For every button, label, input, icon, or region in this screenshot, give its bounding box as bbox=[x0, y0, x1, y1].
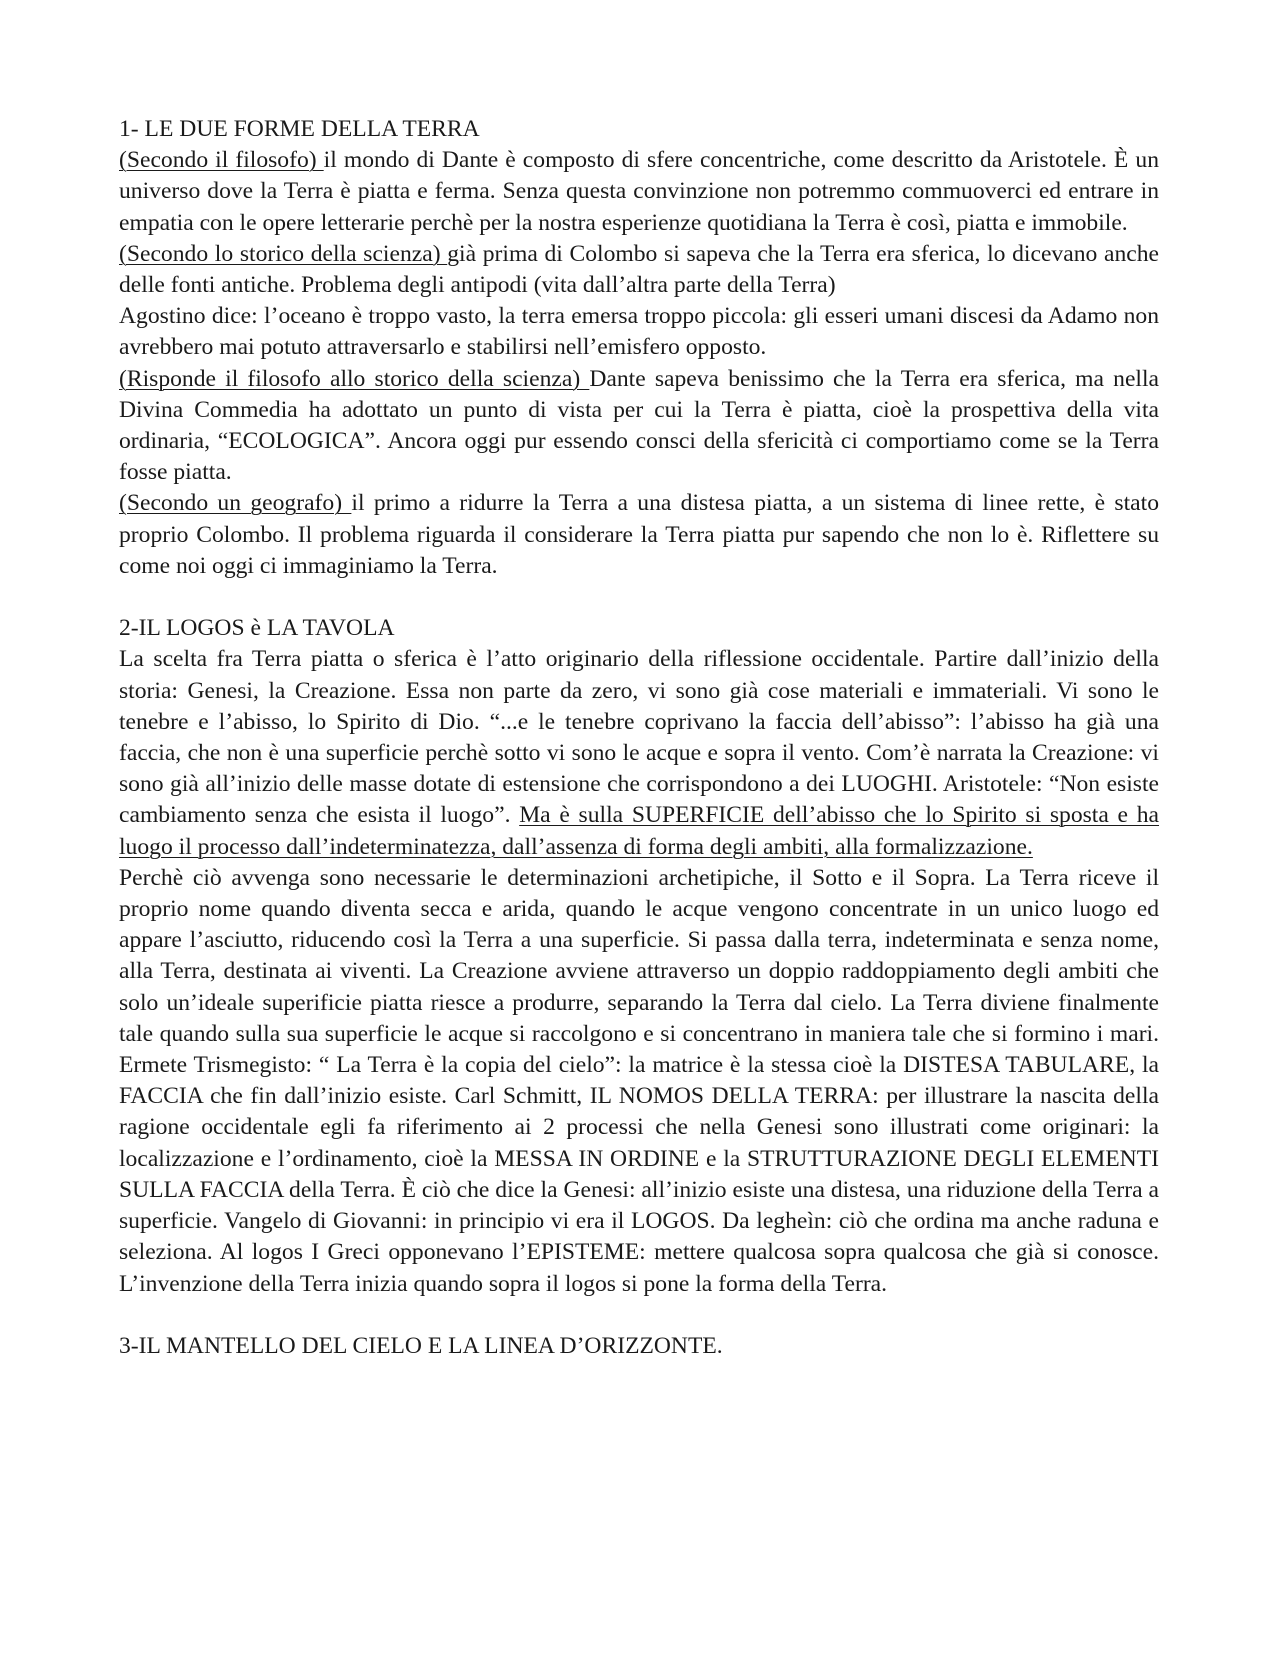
section-2-heading: 2-IL LOGOS è LA TAVOLA bbox=[119, 615, 395, 642]
paragraph-text: Dante sapeva benissimo che la Terra era sferica, ma nella Divina Commedia ha adottato un punto di vista per cui la Terra è piatta, cioè la prospettiva della vita ordinaria, “ECOLOGICA”. Ancora oggi pur essendo consci della sfericità ci comportiamo come se la Terra fosse piatta. bbox=[119, 365, 1159, 486]
speaker-label-philosopher: (Secondo il filosofo) bbox=[119, 147, 324, 174]
speaker-label-philosopher-reply: (Risponde il filosofo allo storico della scienza) bbox=[119, 365, 590, 392]
underlined-passage: Ma è sulla SUPERFICIE dell’abisso che lo Spirito si sposta e ha luogo il processo dall’indeterminatezza, dall’assenza di forma degli ambiti, alla formalizzazione. bbox=[119, 802, 1160, 860]
section-1 bbox=[119, 114, 1159, 582]
paragraph-text: La scelta fra Terra piatta o sferica è l’atto originario della riflessione occidentale. Partire dall’inizio della storia: Genesi, la Creazione. Essa non parte da zero, vi sono già cose materiali e immateriali. Vi sono le tenebre e l’abisso, lo Spirito di Dio. “...e le tenebre coprivano la faccia dell’abisso”: l’abisso ha già una faccia, che non è una superficie perchè sotto vi sono le acque e sopra il vento. Com’è narrata la Creazione: vi sono già all’inizio delle masse dotate di estensione che corrispondono a dei LUOGHI. Aristotele: “Non esiste cambiamento senza che esista il luogo”. bbox=[119, 646, 1159, 829]
paragraph-text: il primo a ridurre la Terra a una distesa piatta, a un sistema di linee rette, è stato proprio Colombo. Il problema riguarda il considerare la Terra piatta pur sapendo che non lo è. Riflettere su come noi oggi ci immaginiamo la Terra. bbox=[119, 490, 1159, 579]
section-2 bbox=[119, 613, 1159, 1299]
speaker-label-geographer: (Secondo un geografo) bbox=[119, 490, 352, 517]
document-page bbox=[119, 114, 1159, 1362]
speaker-label-historian: (Secondo lo storico della scienza) bbox=[119, 240, 448, 267]
section-1-paragraph-3 bbox=[119, 301, 1159, 363]
section-1-heading: 1- LE DUE FORME DELLA TERRA bbox=[119, 116, 480, 142]
section-1-paragraph-1 bbox=[119, 145, 1159, 239]
section-2-paragraph-1 bbox=[119, 644, 1159, 862]
section-1-paragraph-4 bbox=[119, 364, 1159, 489]
section-1-paragraph-2 bbox=[119, 239, 1159, 301]
paragraph-text: già prima di Colombo si sapeva che la Terra era sferica, lo dicevano anche delle fonti antiche. Problema degli antipodi (vita dall’altra parte della Terra) bbox=[119, 240, 1159, 299]
paragraph-text: il mondo di Dante è composto di sfere concentriche, come descritto da Aristotele. È un universo dove la Terra è piatta e ferma. Senza questa convinzione non potremmo commuoverci ed entrare in empatia con le opere letterarie perchè per la nostra esperienze quotidiana la Terra è così, piatta e immobile. bbox=[119, 147, 1159, 236]
section-2-paragraph-2 bbox=[119, 863, 1159, 1300]
section-3 bbox=[119, 1331, 1159, 1362]
section-1-paragraph-5 bbox=[119, 488, 1159, 582]
section-3-heading: 3-IL MANTELLO DEL CIELO E LA LINEA D’ORIZZONTE. bbox=[119, 1332, 723, 1359]
paragraph-text: Agostino dice: l’oceano è troppo vasto, la terra emersa troppo piccola: gli esseri umani discesi da Adamo non avrebbero mai potuto attraversarlo e stabilirsi nell’emisfero opposto. bbox=[119, 303, 1159, 361]
paragraph-text: Perchè ciò avvenga sono necessarie le determinazioni archetipiche, il Sotto e il Sopra. La Terra riceve il proprio nome quando diventa secca e arida, quando le acque vengono concentrate in un unico luogo ed appare l’asciutto, riducendo così la Terra a una superficie. Si passa dalla terra, indeterminata e senza nome, alla Terra, destinata ai viventi. La Creazione avviene attraverso un doppio raddoppiamento degli ambiti che solo un’ideale superificie piatta riesce a produrre, separando la Terra dal cielo. La Terra diviene finalmente tale quando sulla sua superficie le acque si raccolgono e si concentrano in maniera tale che si formino i mari. Ermete Trismegisto: “ La Terra è la copia del cielo”: la matrice è la stessa cioè la DISTESA TABULARE, la FACCIA che fin dall’inizio esiste. Carl Schmitt, IL NOMOS DELLA TERRA: per illustrare la nascita della ragione occidentale egli fa riferimento ai 2 processi che nella Genesi sono illustrati come originari: la localizzazione e l’ordinamento, cioè la MESSA IN ORDINE e la STRUTTURAZIONE DEGLI ELEMENTI SULLA FACCIA della Terra. È ciò che dice la Genesi: all’inizio esiste una distesa, una riduzione della Terra a superficie. Vangelo di Giovanni: in principio vi era il LOGOS. Da legheìn: ciò che ordina ma anche raduna e seleziona. Al logos I Greci opponevano l’EPISTEME: mettere qualcosa sopra qualcosa che già si conosce. L’invenzione della Terra inizia quando sopra il logos si pone la forma della Terra. bbox=[119, 864, 1159, 1297]
